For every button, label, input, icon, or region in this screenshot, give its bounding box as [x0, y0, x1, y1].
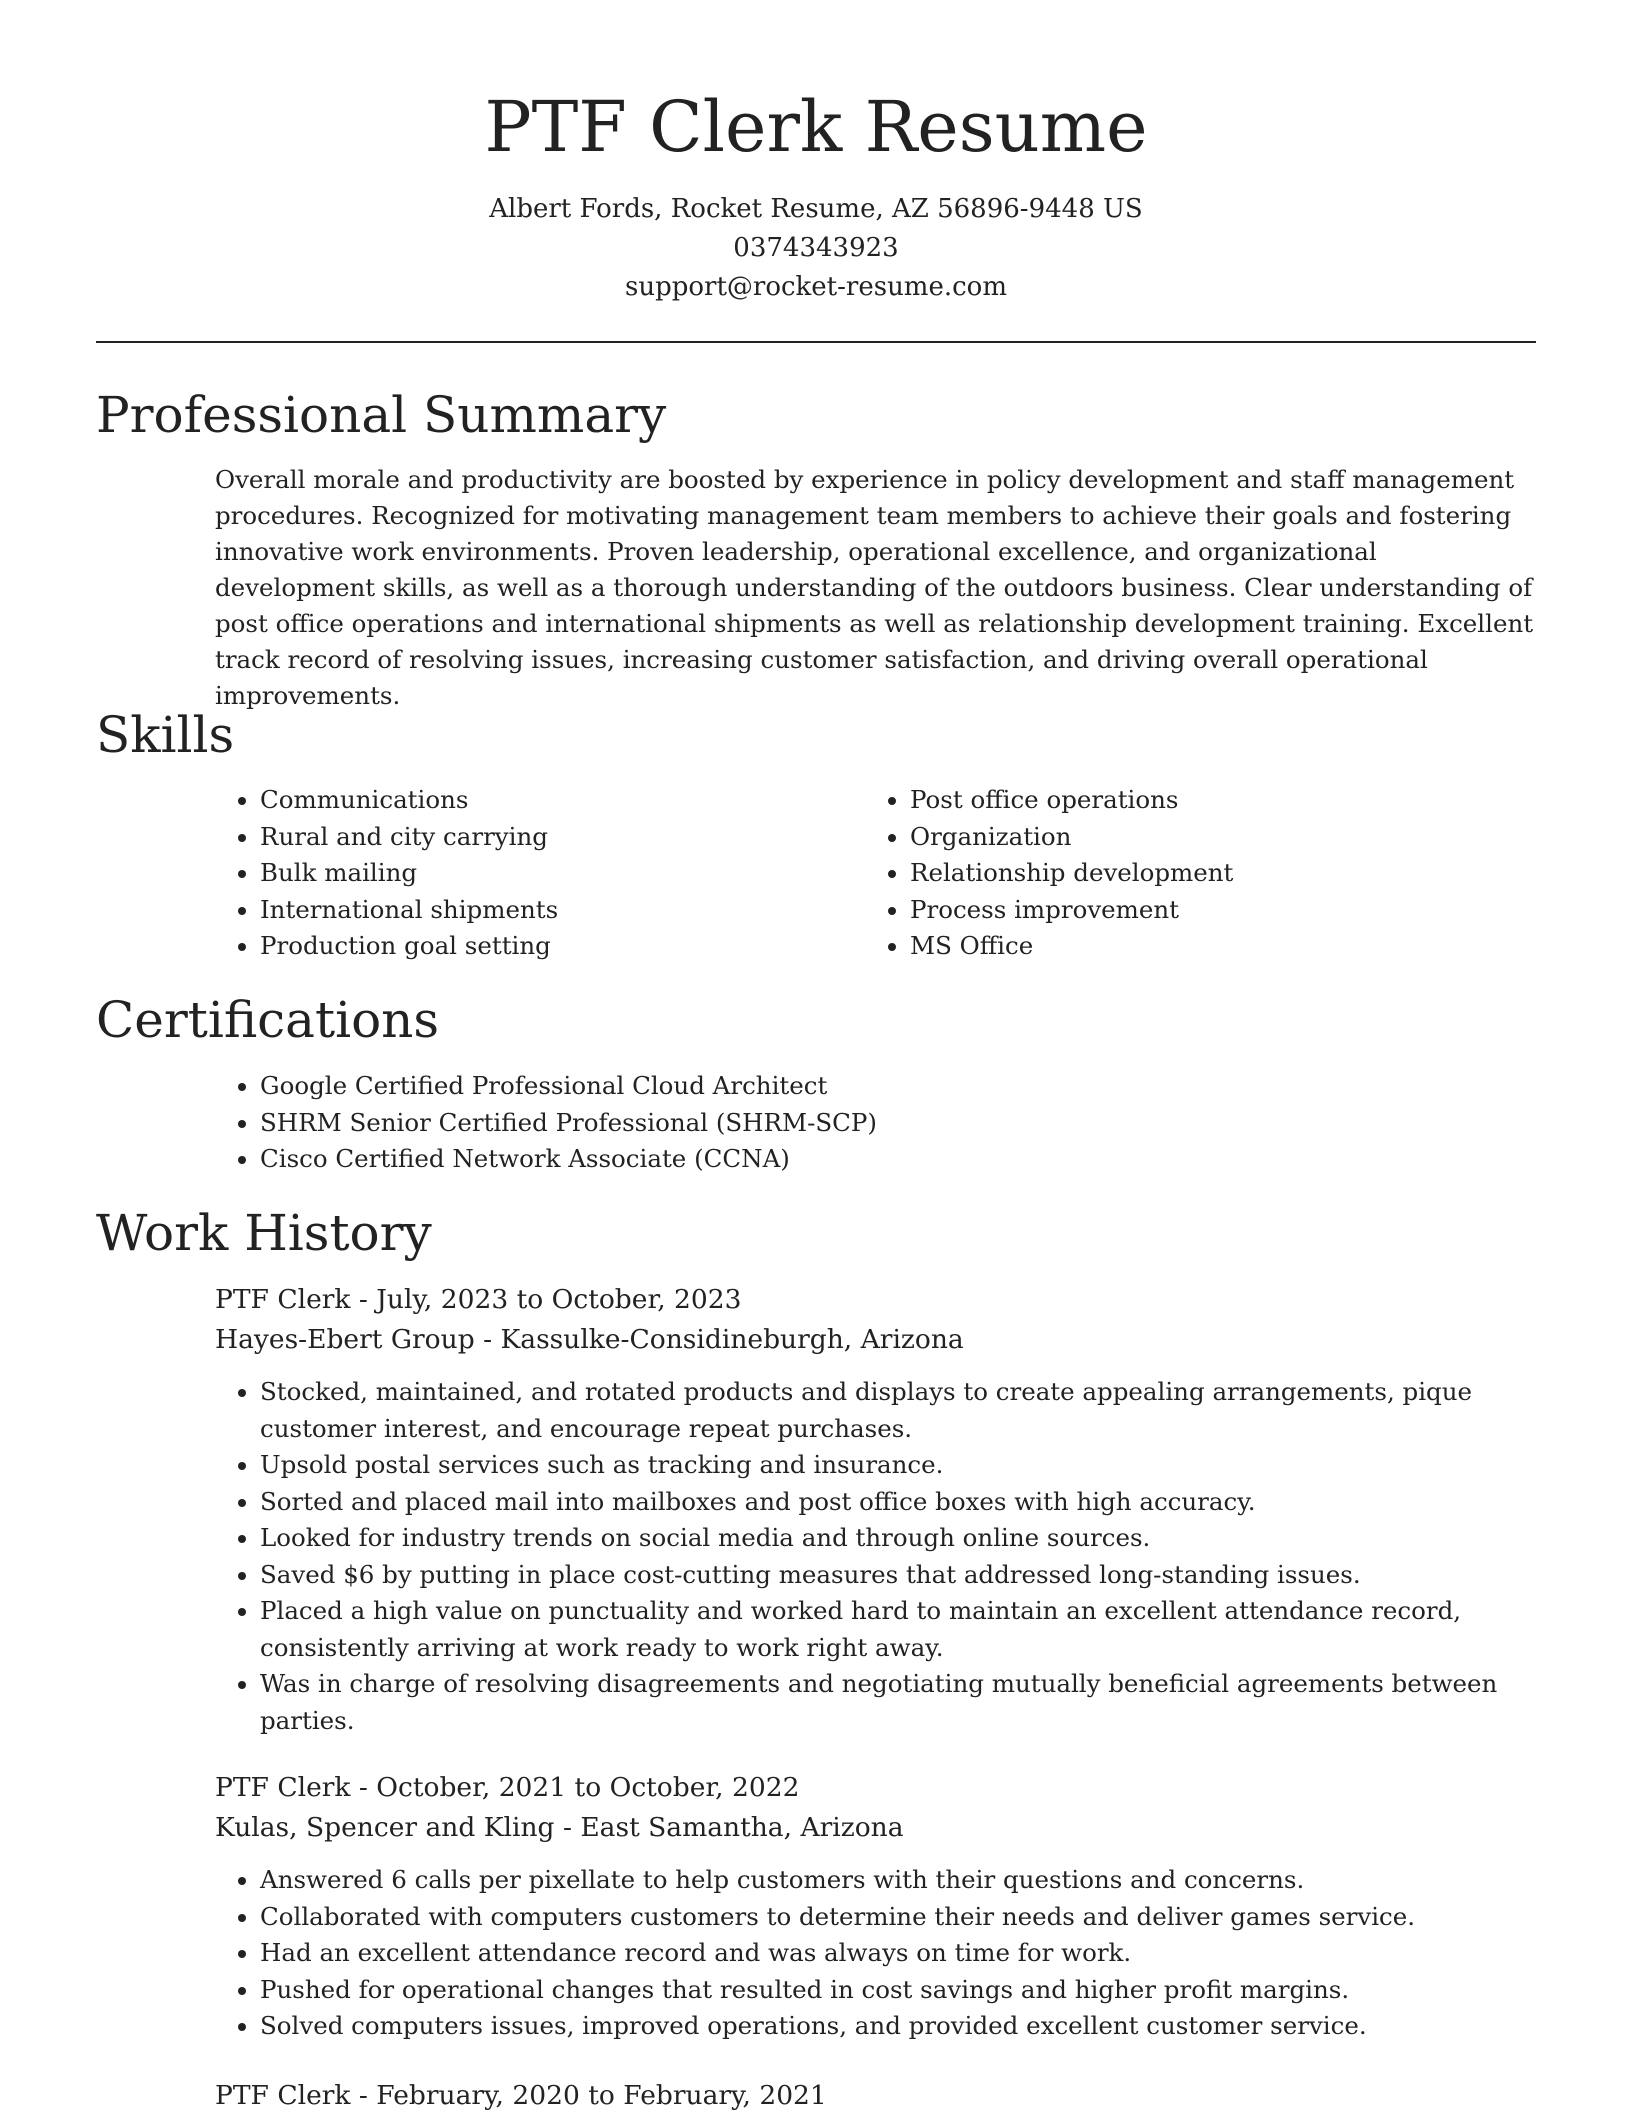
skill-item: • Organization: [910, 819, 1510, 856]
job-company: Hayes-Ebert Group - Kassulke-Considineburgh, Arizona: [215, 1324, 964, 1355]
job-bullet: • Upsold postal services such as tracking and insurance.: [260, 1447, 1585, 1484]
contact-address: Albert Fords, Rocket Resume, AZ 56896-9448 US: [489, 194, 1143, 224]
certification-item: • SHRM Senior Certified Professional (SHRM-SCP): [260, 1105, 1460, 1142]
skills-list-right: [865, 782, 1510, 965]
contact-email: support@rocket-resume.com: [624, 272, 1007, 302]
job-bullet: • Answered 6 calls per pixellate to help customers with their questions and concerns.: [260, 1862, 1585, 1899]
job-bullet: • Stocked, maintained, and rotated products and displays to create appealing arrangements, pique customer interest, and encourage repeat purchases.: [260, 1374, 1585, 1447]
summary-heading: Professional Summary: [96, 386, 667, 444]
certification-item: • Google Certified Professional Cloud Architect: [260, 1068, 1460, 1105]
job-bullet: • Saved $6 by putting in place cost-cutting measures that addressed long-standing issues.: [260, 1557, 1585, 1594]
job-bullet: • Sorted and placed mail into mailboxes and post office boxes with high accuracy.: [260, 1484, 1585, 1521]
job-bullet: • Solved computers issues, improved operations, and provided excellent customer service.: [260, 2008, 1585, 2045]
skills-list-left: [215, 782, 820, 965]
job-bullet: • Was in charge of resolving disagreements and negotiating mutually beneficial agreements between parties.: [260, 1666, 1585, 1739]
job-bullet: • Had an excellent attendance record and was always on time for work.: [260, 1935, 1585, 1972]
job-bullet: • Placed a high value on punctuality and worked hard to maintain an excellent attendance record, consistently arriving at work ready to work right away.: [260, 1593, 1585, 1666]
job-title: PTF Clerk - July, 2023 to October, 2023: [215, 1284, 742, 1315]
skill-item: • Post office operations: [910, 782, 1510, 819]
contact-phone: 0374343923: [733, 233, 899, 263]
job-company: Kulas, Spencer and Kling - East Samantha, Arizona: [215, 1812, 904, 1843]
job-title: PTF Clerk - October, 2021 to October, 2022: [215, 1772, 800, 1803]
certifications-heading: Certifications: [96, 991, 440, 1049]
skill-item: • MS Office: [910, 928, 1510, 965]
skills-heading: Skills: [96, 706, 235, 764]
certifications-list: [215, 1068, 1460, 1178]
skill-item: • Rural and city carrying: [260, 819, 820, 856]
skill-item: • Process improvement: [910, 892, 1510, 929]
skill-item: • Bulk mailing: [260, 855, 820, 892]
job-bullet: • Collaborated with computers customers to determine their needs and deliver games service.: [260, 1899, 1585, 1936]
skill-item: • International shipments: [260, 892, 820, 929]
job-bullet: • Pushed for operational changes that resulted in cost savings and higher profit margins.: [260, 1972, 1585, 2009]
contact-block: [0, 190, 1632, 307]
job-bullets: [215, 1862, 1585, 2045]
work-history-heading: Work History: [96, 1204, 432, 1262]
skill-item: • Relationship development: [910, 855, 1510, 892]
certification-item: • Cisco Certified Network Associate (CCNA): [260, 1141, 1460, 1178]
job-title: PTF Clerk - February, 2020 to February, 2021: [215, 2080, 827, 2111]
skill-item: • Communications: [260, 782, 820, 819]
job-bullets: [215, 1374, 1585, 1739]
skill-item: • Production goal setting: [260, 928, 820, 965]
job-bullet: • Looked for industry trends on social media and through online sources.: [260, 1520, 1585, 1557]
header-divider: [96, 341, 1536, 343]
resume-title: PTF Clerk Resume: [484, 86, 1148, 168]
summary-text: Overall morale and productivity are boosted by experience in policy development and staff management procedures. Recognized for motivating management team members to achieve their goals and fostering innovative work environments. Proven leadership, operational excellence, and organizational development skills, as well as a thorough understanding of the outdoors business. Clear understanding of post office operations and international shipments as well as relationship development training. Excellent track record of resolving issues, increasing customer satisfaction, and driving overall operational improvements.: [215, 465, 1534, 710]
